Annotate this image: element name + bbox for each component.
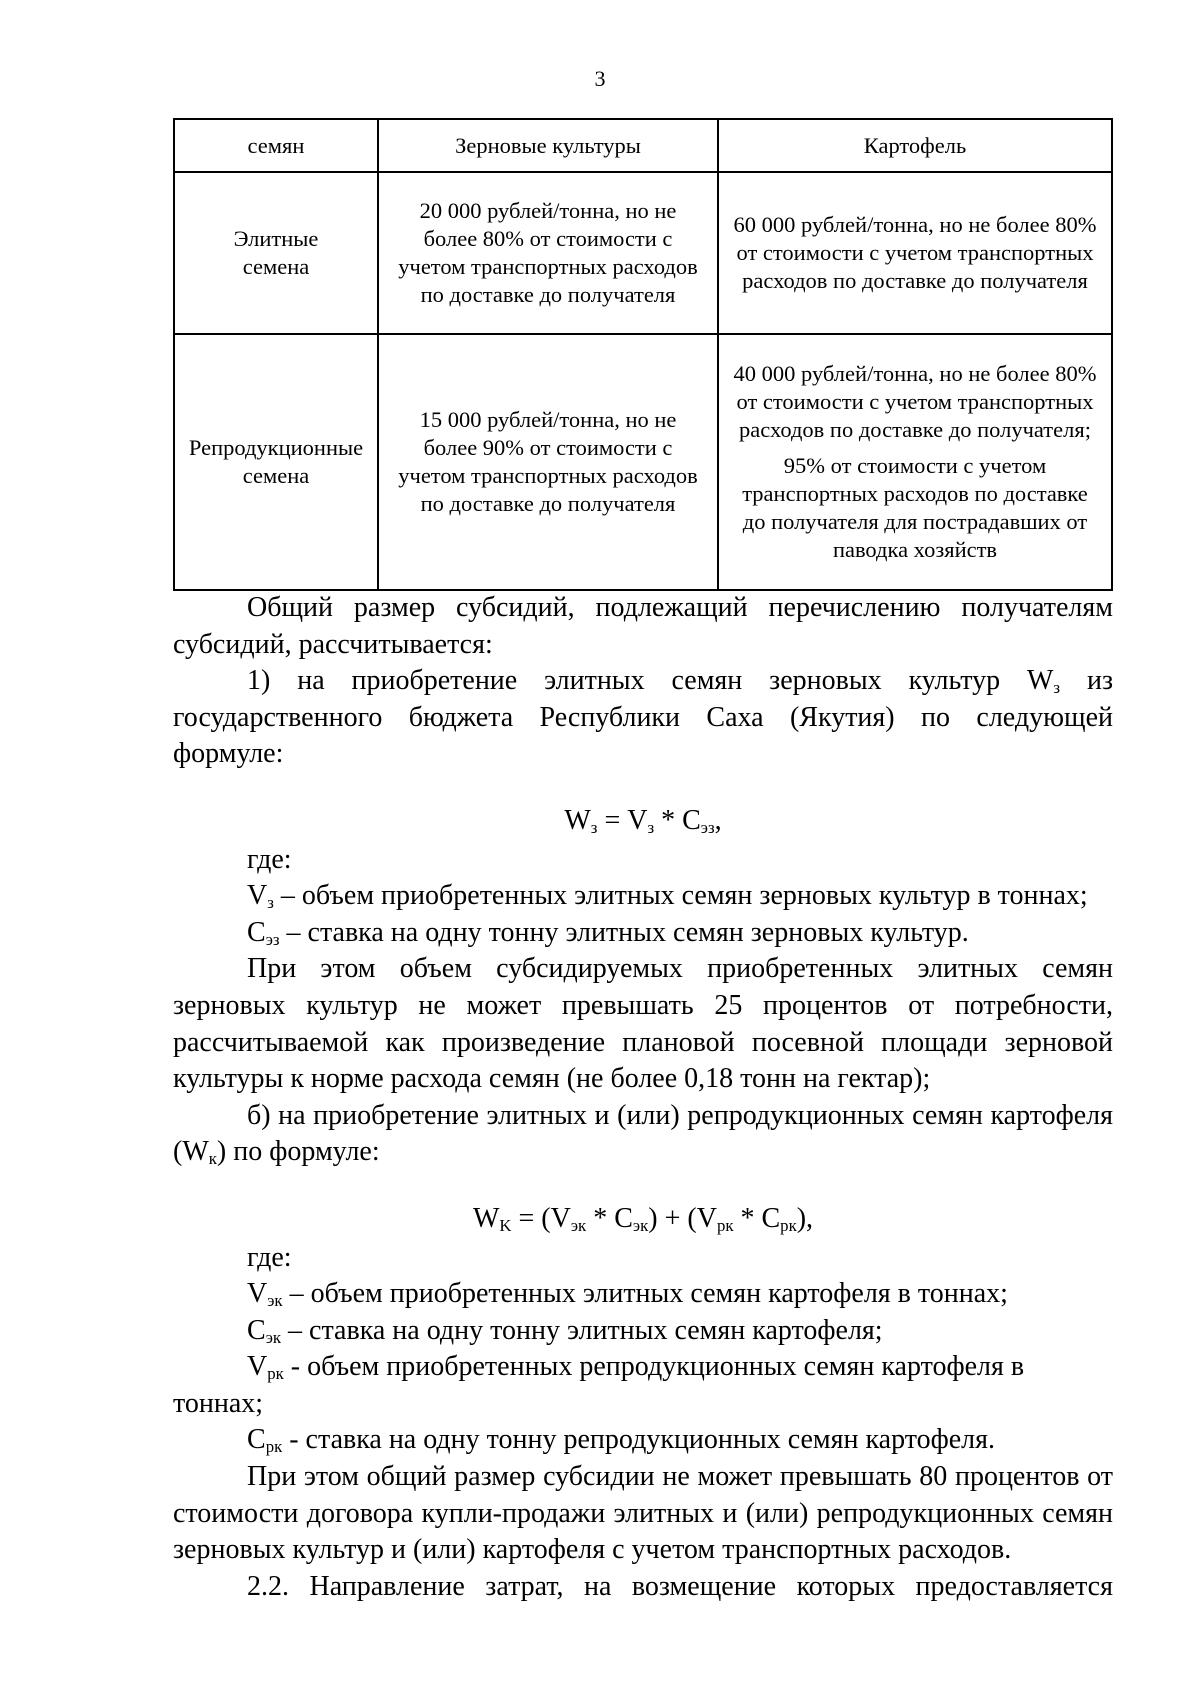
header-cell-grain: Зерновые культуры <box>378 119 718 172</box>
definition: $С_{рк}$ - ставка на одну тонну репродукционных семян картофеля. <box>247 1424 996 1457</box>
paragraph: субсидий, рассчитывается: <box>173 628 493 660</box>
where-label: где: <box>247 843 292 875</box>
paragraph: культуры к норме расхода семян (не более 0,18 тонн на гектар); <box>173 1063 931 1095</box>
paragraph: зерновых культур и (или) картофеля с учетом транспортных расходов. <box>173 1534 1012 1566</box>
where-label: где: <box>247 1241 292 1273</box>
paragraph: зерновых культур не может превышать 25 процентов от потребности, <box>173 989 1113 1021</box>
header-cell-seeds: семян <box>174 119 378 172</box>
table-row <box>174 172 1112 334</box>
document-body <box>173 590 1113 1605</box>
paragraph: Общий размер субсидий, подлежащий перечислению получателям <box>247 592 1113 623</box>
row-label-elite: Элитные семена <box>174 172 378 334</box>
header-cell-potato: Картофель <box>718 119 1112 172</box>
elite-potato-rate: 60 000 рублей/тонна, но не более 80% от стоимости с учетом транспортных расходов по доставке до получателя <box>718 172 1112 334</box>
paragraph: государственного бюджета Республики Саха (Якутия) по следующей <box>173 701 1113 733</box>
paragraph: При этом общий размер субсидии не может превышать 80 процентов от <box>247 1461 1113 1493</box>
definition: $V_з$ – объем приобретенных элитных семян зерновых культур в тоннах; <box>247 880 1088 913</box>
table-row <box>174 334 1112 590</box>
paragraph: б) на приобретение элитных и (или) репродукционных семян картофеля <box>247 1099 1113 1131</box>
paragraph: 1) на приобретение элитных семян зерновых культур $W_з$ из <box>247 665 1113 698</box>
table-header-row <box>174 119 1112 172</box>
paragraph: рассчитываемой как произведение плановой посевной площади зерновой <box>173 1026 1113 1058</box>
page-number: 3 <box>594 66 606 91</box>
elite-grain-rate: 20 000 рублей/тонна, но не более 80% от стоимости с учетом транспортных расходов по доставке до получателя <box>378 172 718 334</box>
paragraph: стоимости договора купли-продажи элитных и (или) репродукционных семян <box>173 1497 1113 1529</box>
flood-note: 95% от стоимости с учетом транспортных расходов по доставке до получателя для пострадавших от паводка хозяйств <box>742 453 1088 562</box>
row-label-reproduction: Репродукционные семена <box>174 334 378 590</box>
subsidy-rates-table <box>173 118 1113 591</box>
paragraph: $(W_к)$ по формуле: <box>173 1136 380 1169</box>
reproduction-grain-rate: 15 000 рублей/тонна, но не более 90% от стоимости с учетом транспортных расходов по доставке до получателя <box>378 334 718 590</box>
reproduction-potato-rate: 40 000 рублей/тонна, но не более 80% от стоимости с учетом транспортных расходов по доставке до получателя; 95% от стоимости с учетом транспортных расходов по доставке до получателя для пострадавших от паводка хозяйств <box>718 334 1112 590</box>
paragraph: 2.2. Направление затрат, на возмещение которых предоставляется <box>247 1570 1113 1602</box>
definition: $V_{эк}$ – объем приобретенных элитных семян картофеля в тоннах; <box>247 1278 1008 1311</box>
definition: $V_{рк}$ - объем приобретенных репродукционных семян картофеля в тоннах; <box>173 1351 1025 1419</box>
definition: $С_{эк}$ – ставка на одну тонну элитных семян картофеля; <box>247 1314 883 1347</box>
definition: $С_{эз}$ – ставка на одну тонну элитных семян зерновых культур. <box>247 916 969 949</box>
formula-potato: $W_K = (V_{эк} * C_{эк}) + (V_{рк} * C_{рк})$, <box>472 1202 814 1236</box>
formula-grain: $W_з = V_з * C_{эз}$, <box>564 804 722 838</box>
paragraph: При этом объем субсидируемых приобретенных элитных семян <box>247 953 1113 985</box>
paragraph: формуле: <box>173 738 284 770</box>
